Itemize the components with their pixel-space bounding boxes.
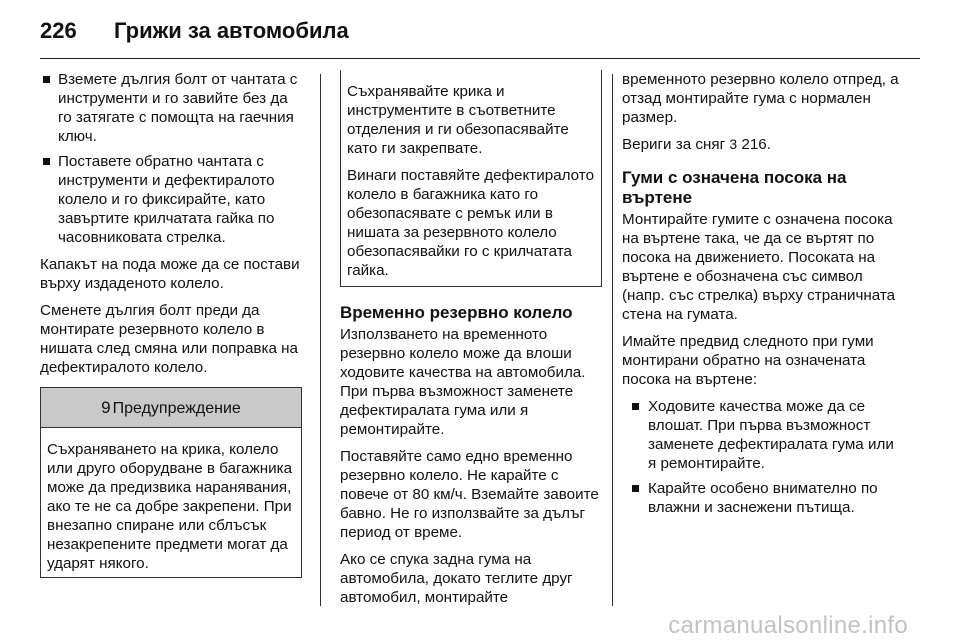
left-column	[40, 70, 302, 578]
list-item: Ходовите качества може да се влошат. При първа възможност заменете дефектиралата гума или я ремонтирайте.	[622, 397, 904, 473]
warning-paragraph: Съхранявайте крика и инструментите в съответните отделения и ги обезопасявайте като ги закрепвате.	[347, 83, 569, 157]
left-bullet-list	[40, 70, 302, 247]
warning-triangle-icon: 9	[101, 398, 111, 417]
cross-reference-page: 216.	[741, 136, 771, 153]
cross-reference-label: Вериги за сняг	[622, 136, 726, 153]
list-item: Поставете обратно чантата с инструменти и дефектиралото колело и го фиксирайте, като завъртите крилчатата гайка по часовниковата стрелка.	[40, 152, 302, 247]
page-reference-icon: 3	[729, 136, 738, 152]
right-column	[622, 70, 904, 525]
paragraph: Монтирайте гумите с означена посока на въртене така, че да се въртят по посока на движението. Посоката на въртене е обозначена със символ (напр. със стрелка) върху страничната стена на гумата.	[622, 211, 896, 323]
warning-text: Съхраняването на крика, колело или друго оборудване в багажника може да предизвика наранявания, ако те не са добре закрепени. При внезапно спиране или сблъсък незакрепените предмети могат да ударят някого.	[47, 441, 293, 572]
right-bullet-list	[622, 397, 904, 517]
warning-box	[40, 387, 302, 578]
warning-header	[41, 387, 301, 428]
middle-column	[340, 70, 602, 615]
column-divider	[612, 74, 613, 606]
cross-reference	[622, 135, 904, 154]
paragraph: Капакът на пода може да се постави върху издаденото колело.	[40, 256, 300, 292]
warning-title: Предупреждение	[112, 400, 241, 417]
column-divider	[320, 74, 321, 606]
watermark: carmanualsonline.info	[668, 612, 908, 639]
paragraph: временното резервно колело отпред, а отзад монтирайте гума с нормален размер.	[622, 71, 899, 126]
list-item: Вземете дългия болт от чантата с инструменти и го завийте без да го затягате с помощта на гаечния ключ.	[40, 70, 302, 146]
page-title: Грижи за автомобила	[114, 18, 349, 43]
warning-box-continued	[340, 70, 602, 287]
section-heading-directional-tyres: Гуми с означена посока на въртене	[622, 168, 847, 207]
header-rule	[40, 58, 920, 59]
paragraph: Имайте предвид следното при гуми монтирани обратно на означената посока на въртене:	[622, 333, 874, 388]
list-item: Карайте особено внимателно по влажни и заснежени пътища.	[622, 479, 904, 517]
section-heading-temporary-spare: Временно резервно колело	[340, 303, 573, 322]
paragraph: Поставяйте само едно временно резервно колело. Не карайте с повече от 80 км/ч. Вземайте завоите бавно. Не го използвайте за дълъг период от време.	[340, 448, 599, 541]
warning-paragraph: Винаги поставяйте дефектиралото колело в багажника като го обезопасявате с ремък или в нишата за резервното колело обезопасявайки го с крилчатата гайка.	[347, 167, 595, 279]
paragraph: Сменете дългия болт преди да монтирате резервното колело в нишата след смяна или поправка на дефектиралото колело.	[40, 302, 298, 376]
page-number: 226	[40, 18, 77, 43]
paragraph: Ако се спука задна гума на автомобила, докато теглите друг автомобил, монтирайте	[340, 551, 573, 606]
paragraph: Използването на временното резервно колело може да влоши ходовите качества на автомобила. При първа възможност заменете дефектиралата гума или я ремонтирайте.	[340, 326, 586, 438]
page-header	[40, 18, 349, 44]
